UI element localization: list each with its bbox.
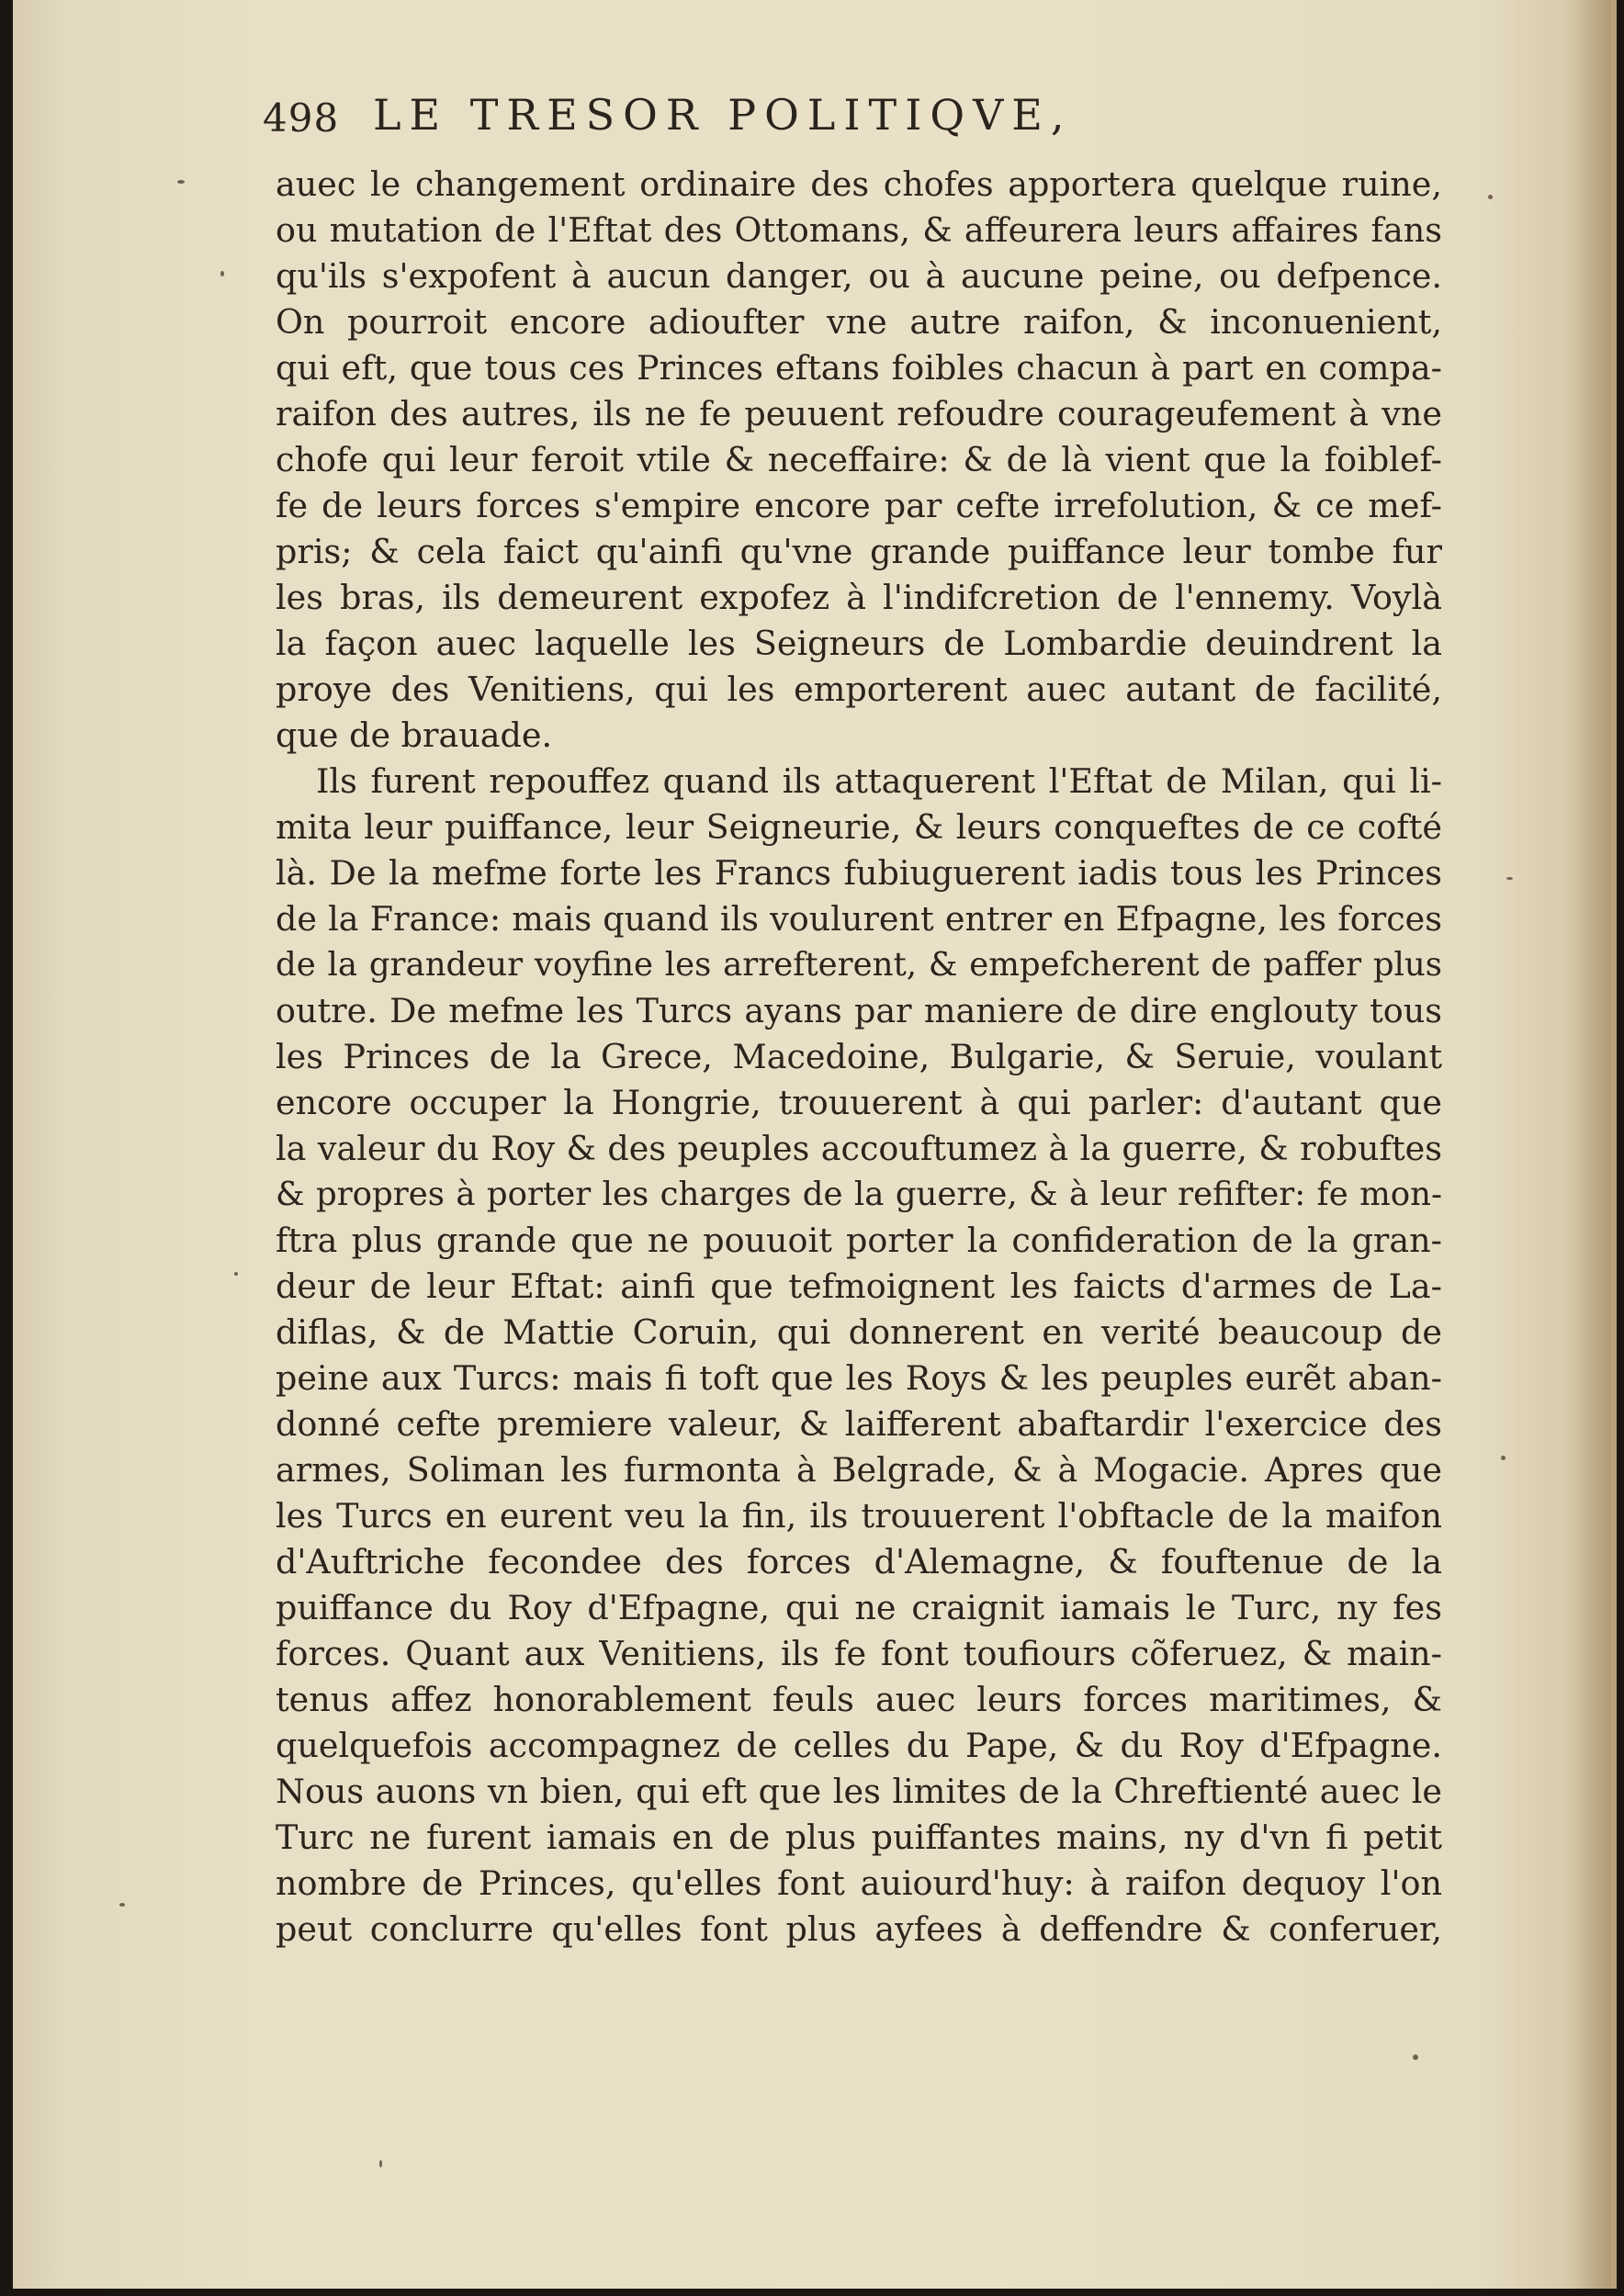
page-header bbox=[263, 90, 1273, 154]
text-line: que de brauade. bbox=[276, 715, 553, 755]
text-line: qui eft, que tous ces Princes eftans foibles chacun à part en compa- bbox=[276, 348, 1442, 388]
text-line: d'Auftriche fecondee des forces d'Alemagne, & fouftenue de la bbox=[276, 1542, 1442, 1581]
text-line: pris; & cela faict qu'ainfi qu'vne grande puiffance leur tombe fur bbox=[276, 532, 1442, 571]
text-line: chofe qui leur feroit vtile & neceffaire: & de là vient que la foiblef- bbox=[276, 440, 1442, 479]
text-line: raifon des autres, ils ne fe peuuent refoudre courageufement à vne bbox=[276, 394, 1442, 433]
text-line: On pourroit encore adioufter vne autre raifon, & inconuenient, bbox=[276, 302, 1442, 342]
text-line: les bras, ils demeurent expofez à l'indifcretion de l'ennemy. Voylà bbox=[276, 578, 1442, 617]
paper-speck bbox=[119, 1903, 125, 1907]
text-line: fe de leurs forces s'empire encore par cefte irrefolution, & ce mef- bbox=[276, 486, 1442, 525]
text-line: de la grandeur voyfine les arrefterent, & empefcherent de paffer plus bbox=[276, 946, 1442, 984]
text-line: mita leur puiffance, leur Seigneurie, & leurs conqueftes de ce cofté bbox=[276, 807, 1442, 847]
text-line: ftra plus grande que ne pouuoit porter la confideration de la gran- bbox=[276, 1221, 1442, 1260]
gutter-shadow bbox=[1574, 0, 1611, 2289]
text-line: quelquefois accompagnez de celles du Pape, & du Roy d'Efpagne. bbox=[276, 1726, 1442, 1765]
text-line: diflas, & de Mattie Coruin, qui donnerent en verité beaucoup de bbox=[276, 1312, 1442, 1352]
text-line: donné cefte premiere valeur, & laifferent abaftardir l'exercice des bbox=[276, 1404, 1442, 1444]
text-line: peut conclurre qu'elles font plus ayfees à deffendre & conferuer, bbox=[276, 1909, 1442, 1949]
text-line: ou mutation de l'Eftat des Ottomans, & affeurera leurs affaires fans bbox=[276, 210, 1442, 250]
text-line: Nous auons vn bien, qui eft que les limites de la Chreftienté auec le bbox=[276, 1772, 1442, 1811]
paper-speck bbox=[234, 1272, 238, 1276]
text-line: Turc ne furent iamais en de plus puiffantes mains, ny d'vn fi petit bbox=[276, 1818, 1442, 1857]
text-line: armes, Soliman les furmonta à Belgrade, & à Mogacie. Apres que bbox=[276, 1450, 1442, 1490]
paper-speck bbox=[1506, 877, 1513, 880]
text-line: & propres à porter les charges de la guerre, & à leur refifter: fe mon- bbox=[276, 1176, 1442, 1213]
text-line: les Princes de la Grece, Macedoine, Bulgarie, & Seruie, voulant bbox=[276, 1037, 1442, 1076]
text-line: encore occuper la Hongrie, trouuerent à qui parler: d'autant que bbox=[276, 1083, 1442, 1122]
text-line: puiffance du Roy d'Efpagne, qui ne craignit iamais le Turc, ny fes bbox=[276, 1588, 1442, 1627]
paper-speck bbox=[177, 180, 185, 184]
text-line: auec le changement ordinaire des chofes apportera quelque ruine, bbox=[276, 164, 1442, 204]
text-line: proye des Venitiens, qui les emporterent auec autant de facilité, bbox=[276, 670, 1442, 709]
text-line: la façon auec laquelle les Seigneurs de Lombardie deuindrent la bbox=[276, 624, 1442, 663]
paper-speck bbox=[220, 271, 224, 276]
text-line: forces. Quant aux Venitiens, ils fe font toufiours cõferuez, & main- bbox=[276, 1634, 1442, 1673]
paper-speck bbox=[1488, 195, 1493, 199]
text-line: là. De la mefme forte les Francs fubiuguerent iadis tous les Princes bbox=[276, 853, 1442, 893]
text-block bbox=[276, 162, 1442, 1953]
text-line: la valeur du Roy & des peuples accouftumez à la guerre, & robuftes bbox=[276, 1129, 1442, 1168]
paper-speck bbox=[1413, 2054, 1418, 2060]
running-title: LE TRESOR POLITIQVE, bbox=[373, 90, 1073, 140]
text-line: peine aux Turcs: mais fi toft que les Roys & les peuples eurẽt aban- bbox=[276, 1358, 1442, 1398]
text-line: les Turcs en eurent veu la fin, ils trouuerent l'obftacle de la maifon bbox=[276, 1496, 1442, 1536]
text-line: de la France: mais quand ils voulurent entrer en Efpagne, les forces bbox=[276, 899, 1442, 939]
paper-speck bbox=[379, 2160, 382, 2167]
text-line: outre. De mefme les Turcs ayans par maniere de dire englouty tous bbox=[276, 991, 1442, 1030]
text-line: deur de leur Eftat: ainfi que tefmoignent les faicts d'armes de La- bbox=[276, 1266, 1442, 1306]
text-line: tenus affez honorablement feuls auec leurs forces maritimes, & bbox=[276, 1680, 1442, 1719]
text-line: qu'ils s'expofent à aucun danger, ou à aucune peine, ou defpence. bbox=[276, 256, 1442, 296]
folio-number: 498 bbox=[263, 96, 340, 141]
text-line: nombre de Princes, qu'elles font auiourd'huy: à raifon dequoy l'on bbox=[276, 1863, 1442, 1903]
paragraph-start-line: Ils furent repouffez quand ils attaquerent l'Eftat de Milan, qui li- bbox=[316, 761, 1442, 801]
paper-speck bbox=[1501, 1456, 1506, 1460]
